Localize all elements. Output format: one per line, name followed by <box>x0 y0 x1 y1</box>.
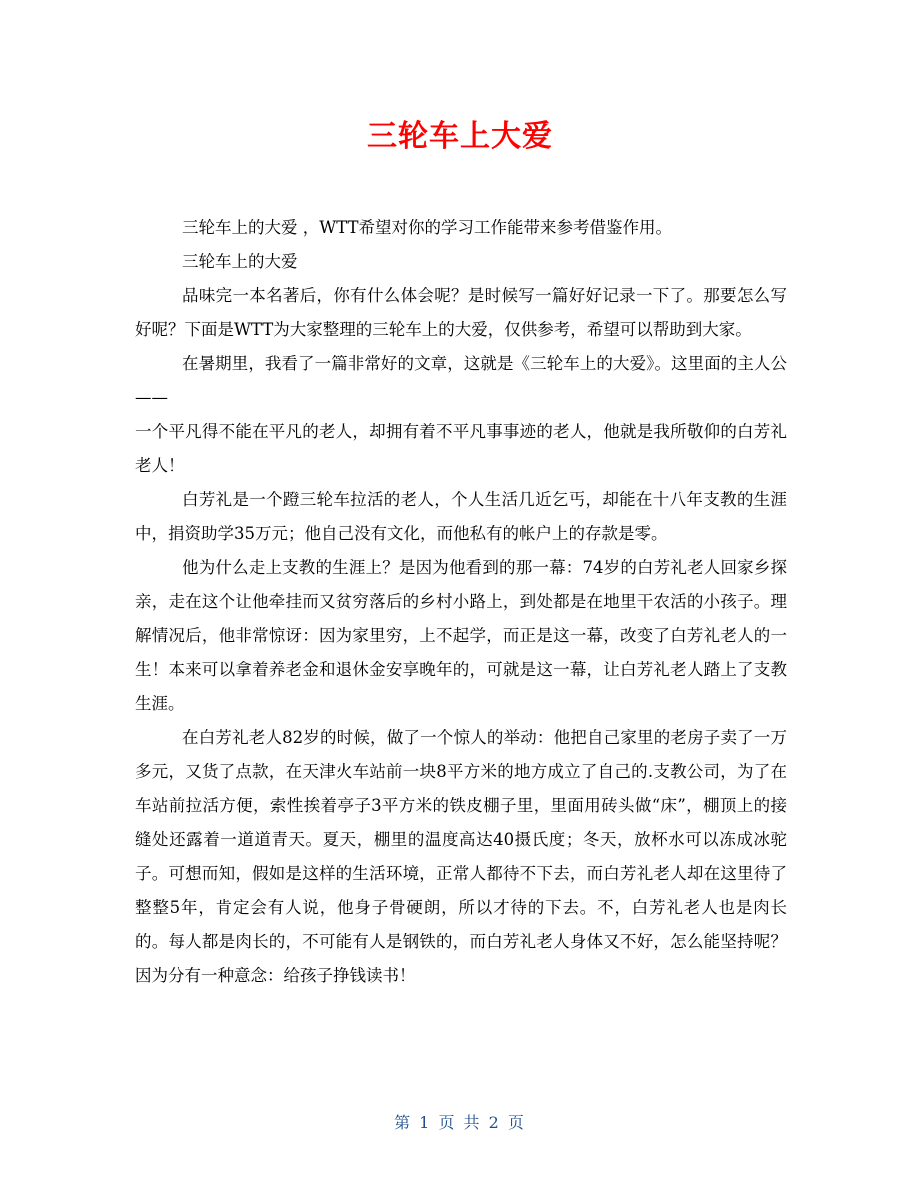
paragraph-bai-fangli: 白芳礼是一个蹬三轮车拉活的老人，个人生活几近乞丐，却能在十八年支教的生涯中，捐资助学35万元；他自己没有文化，而他私有的帐户上的存款是零。 <box>135 490 787 543</box>
paragraph-protagonist: 一个平凡得不能在平凡的老人，却拥有着不平凡事事迹的老人，他就是我所敬仰的白芳礼老人！ <box>135 422 787 475</box>
paragraph-why-support: 他为什么走上支教的生涯上？是因为他看到的那一幕：74岁的白芳礼老人回家乡探亲，走在这个让他牵挂而又贫穷落后的乡村小路上，到处都是在地里干农活的小孩子。理解情况后，他非常惊讶：因为家里穷，上不起学，而正是这一幕，改变了白芳礼老人的一生！本来可以拿着养老金和退休金安享晚年的，可就是这一幕，让白芳礼老人踏上了支教生涯。 <box>135 558 787 713</box>
page-label-prefix: 第 <box>394 1113 413 1132</box>
paragraph-intro: 三轮车上的大爱 ，WTT希望对你的学习工作能带来参考借鉴作用。 <box>182 218 673 237</box>
document-title: 三轮车上大爱 <box>367 119 553 154</box>
page-footer <box>0 1108 920 1138</box>
total-pages-number: 2 <box>488 1113 501 1132</box>
document-body <box>135 211 787 993</box>
page-label-suffix: 页 <box>507 1113 526 1132</box>
paragraph-subtitle: 三轮车上的大爱 <box>182 252 298 271</box>
current-page-number: 1 <box>419 1113 432 1132</box>
paragraph-preface: 品味完一本名著后，你有什么体会呢？是时候写一篇好好记录一下了。那要怎么写好呢？下面是WTT为大家整理的三轮车上的大爱，仅供参考，希望可以帮助到大家。 <box>135 286 787 339</box>
page-label-mid: 页 共 <box>438 1113 482 1132</box>
paragraph-summer: 在暑期里，我看了一篇非常好的文章，这就是《三轮车上的大爱》。这里面的主人公—— <box>135 354 787 407</box>
paragraph-age-82: 在白芳礼老人82岁的时候，做了一个惊人的举动：他把自己家里的老房子卖了一万多元，又货了点款，在天津火车站前一块8平方米的地方成立了自己的.支教公司，为了在车站前拉活方便，索性挨着亭子3平方米的铁皮棚子里，里面用砖头做“床”，棚顶上的接缝处还露着一道道青天。夏天，棚里的温度高达40摄氏度；冬天，放杯水可以冻成冰驼子。可想而知，假如是这样的生活环境，正常人都待不下去，而白芳礼老人却在这里待了整整5年，肯定会有人说，他身子骨硬朗，所以才待的下去。不，白芳礼老人也是肉长的。每人都是肉长的，不可能有人是钢铁的，而白芳礼老人身体又不好，怎么能坚持呢？因为分有一种意念：给孩子挣钱读书！ <box>135 728 787 985</box>
